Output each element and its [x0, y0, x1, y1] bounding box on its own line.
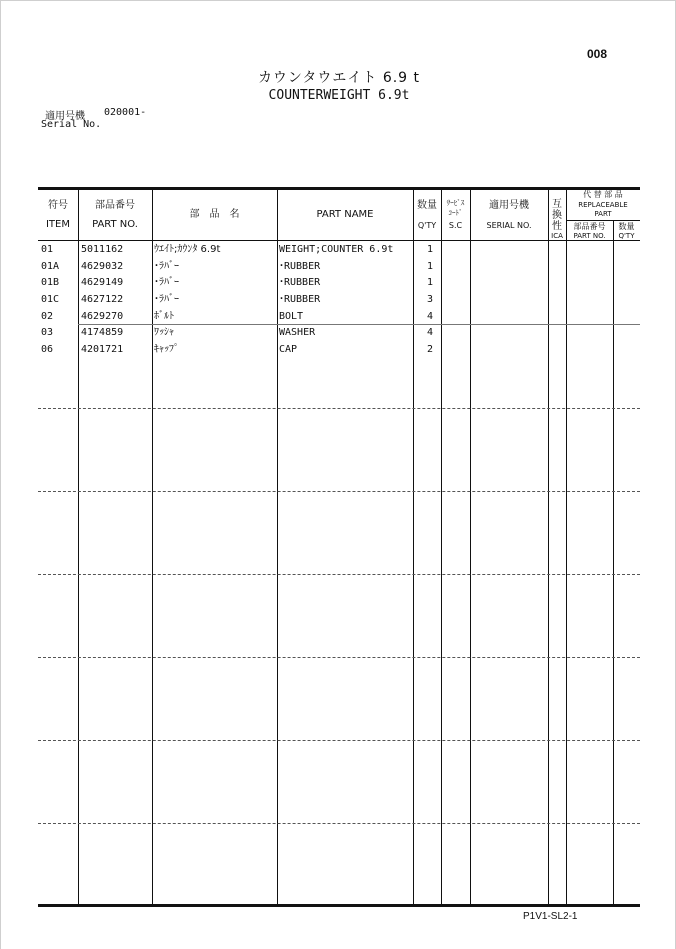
page-title-jp: カウンタウエイト 6.9 t — [257, 70, 421, 86]
row-name-jp: ･ﾗﾊﾞｰ — [154, 261, 179, 272]
header-serial-jp: 適用号機 — [489, 200, 529, 211]
header-part-name-jp: 部 品 名 — [189, 209, 240, 220]
header-ica-jp1: 互 — [552, 199, 562, 210]
header-item-en: ITEM — [45, 219, 70, 230]
header-bottom-rule — [38, 240, 640, 241]
header-replaceable-en1: REPLACEABLE — [578, 201, 628, 209]
row-qty: 4 — [426, 311, 433, 322]
col-divider — [152, 189, 153, 905]
row-name-en: WEIGHT;COUNTER 6.9t — [279, 244, 394, 255]
header-replaceable-en2: PART — [594, 210, 612, 218]
col-divider — [548, 189, 549, 905]
row-name-jp: ･ﾗﾊﾞｰ — [154, 294, 179, 305]
header-serial-en: SERIAL NO. — [486, 221, 532, 230]
table-top-rule — [38, 187, 640, 190]
header-repl-part-no-jp: 部品番号 — [573, 222, 606, 231]
row-qty: 4 — [426, 327, 433, 338]
header-ica-en: ICA — [551, 232, 563, 240]
header-sc-jp2: ｺｰﾄﾞ — [448, 209, 463, 217]
row-item: 01B — [41, 277, 60, 288]
row-qty: 1 — [426, 277, 433, 288]
row-name-jp: ﾜｯｼｬ — [154, 327, 174, 338]
row-group-rule — [38, 823, 640, 824]
col-divider — [566, 189, 567, 905]
row-name-en: WASHER — [279, 327, 316, 338]
row-name-en: ･RUBBER — [279, 294, 321, 305]
row-part-no: 4627122 — [81, 294, 124, 305]
row-item: 01 — [41, 244, 54, 255]
serial-label-jp: 適用号機 — [45, 111, 85, 122]
row-name-en: ･RUBBER — [279, 277, 321, 288]
header-ica-jp2: 換 — [552, 210, 562, 221]
header-part-name-en: PART NAME — [316, 209, 374, 220]
row-name-jp: ･ﾗﾊﾞｰ — [154, 277, 179, 288]
page-title-en: COUNTERWEIGHT 6.9t — [268, 88, 410, 103]
row-part-no: 5011162 — [81, 244, 124, 255]
header-repl-qty-jp: 数量 — [618, 222, 635, 231]
header-item-jp: 符号 — [48, 200, 68, 211]
row-part-no: 4629270 — [81, 311, 124, 322]
row-item: 01A — [41, 261, 60, 272]
row-part-no: 4174859 — [81, 327, 124, 338]
row-name-jp: ｳｴｲﾄ;ｶｳﾝﾀ 6.9t — [154, 244, 221, 255]
col-divider — [613, 220, 614, 905]
col-divider — [78, 189, 79, 905]
row-name-en: BOLT — [279, 311, 304, 322]
row-qty: 1 — [426, 261, 433, 272]
serial-label-en: Serial No. — [41, 119, 102, 130]
header-repl-qty-en: Q'TY — [618, 232, 635, 240]
row-part-no: 4629149 — [81, 277, 124, 288]
row-group-rule — [38, 574, 640, 575]
header-sc-en: S.C — [448, 221, 463, 230]
row-group-rule — [38, 657, 640, 658]
row-part-no: 4201721 — [81, 344, 124, 355]
row-group-rule — [38, 740, 640, 741]
page-number: 008 — [587, 47, 608, 61]
col-divider — [470, 189, 471, 905]
row-qty: 3 — [426, 294, 433, 305]
col-divider — [277, 189, 278, 905]
row-item: 01C — [41, 294, 60, 305]
row-name-jp: ﾎﾞﾙﾄ — [154, 311, 174, 322]
row-group-rule — [38, 491, 640, 492]
table-bottom-rule — [38, 904, 640, 907]
serial-value: 020001- — [104, 107, 147, 118]
replaceable-header-rule — [566, 220, 640, 221]
row-item: 06 — [41, 344, 54, 355]
row-name-jp: ｷｬｯﾌﾟ — [154, 344, 179, 355]
footer-code: P1V1-SL2-1 — [523, 911, 578, 922]
col-divider — [441, 189, 442, 905]
row-qty: 1 — [426, 244, 433, 255]
header-part-no-en: PART NO. — [92, 219, 138, 230]
row-group-rule — [38, 408, 640, 409]
row-part-no: 4629032 — [81, 261, 124, 272]
header-qty-en: Q'TY — [417, 221, 437, 230]
header-part-no-jp: 部品番号 — [95, 200, 135, 211]
header-ica-jp3: 性 — [552, 221, 562, 232]
row-item: 03 — [41, 327, 54, 338]
row-name-en: ･RUBBER — [279, 261, 321, 272]
row-name-en: CAP — [279, 344, 298, 355]
header-replaceable-jp: 代 替 部 品 — [583, 190, 623, 199]
header-qty-jp: 数量 — [417, 200, 437, 211]
row-qty: 2 — [426, 344, 433, 355]
header-sc-jp1: ｻｰﾋﾞｽ — [446, 199, 465, 207]
row-item: 02 — [41, 311, 54, 322]
header-repl-part-no-en: PART NO. — [573, 232, 606, 240]
row-group-rule — [78, 324, 640, 325]
